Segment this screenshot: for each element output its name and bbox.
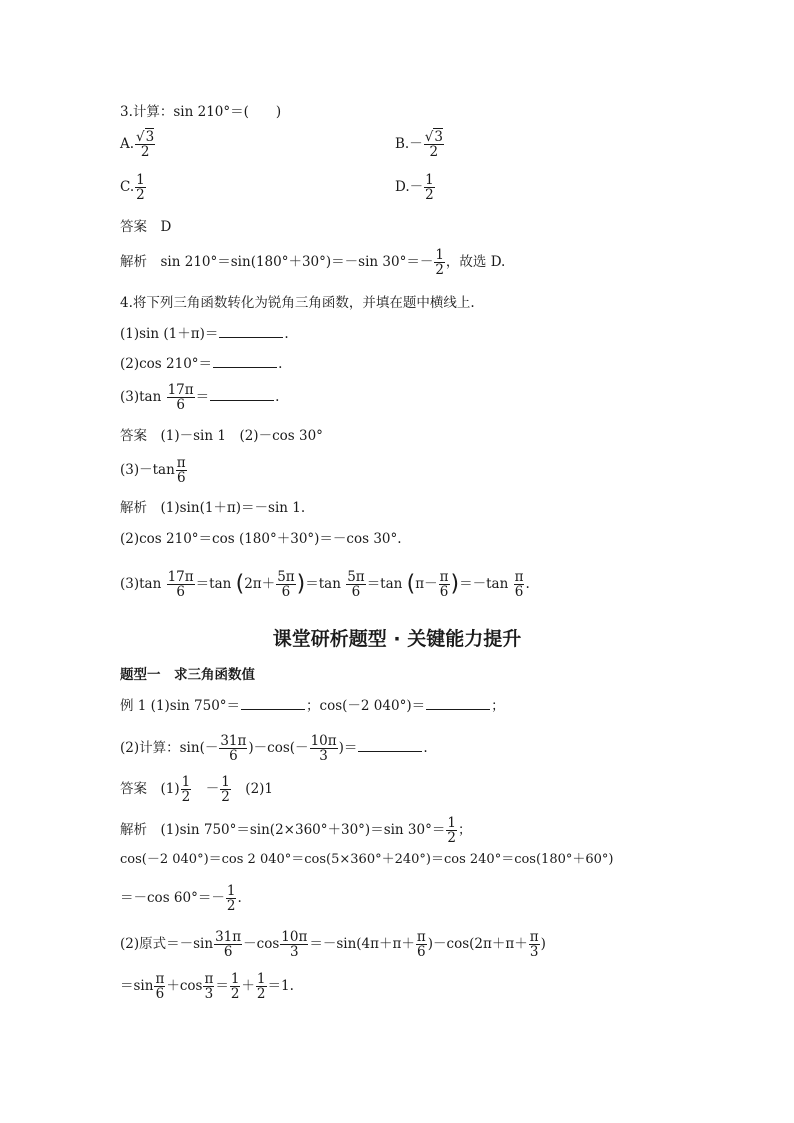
q3-option-a: A. $\frac{√3}{2}$: [120, 129, 155, 160]
answer-blank[interactable]: [213, 355, 277, 368]
q3-stem: 3.计算：sin 210°＝( ): [120, 104, 282, 120]
answer-blank[interactable]: [358, 739, 422, 752]
ex1-analysis-3: ＝－cos 60°＝－ $\frac{1}{2}$ .: [120, 883, 242, 914]
q4-analysis-2: (2)cos 210°＝cos (180°＋30°)＝－cos 30°.: [120, 531, 402, 547]
q4-part3: (3)tan $\frac{17\pi}{6}$ ＝ .: [120, 382, 280, 413]
q4-stem: 4.将下列三角函数转化为锐角三角函数，并填在题中横线上.: [120, 295, 475, 311]
ex1-part2: (2)计算：sin(－ $\frac{31\pi}{6}$ )－cos(－ $\frac{10\pi}{3}$ )＝ .: [120, 733, 428, 764]
ex1-analysis-4: (2)原式＝－sin $\frac{31\pi}{6}$ －cos $\frac{10\pi}{3}$ ＝－sin(4π＋π＋ $\frac{\pi}{6}$ )－cos(2π＋π＋ $\frac{\pi}{3}$ ): [120, 929, 546, 960]
q4-answer-line2: (3)－tan $\frac{\pi}{6}$: [120, 455, 186, 486]
ex1-analysis-2: cos(－2 040°)＝cos 2 040°＝cos(5×360°＋240°)＝cos 240°＝cos(180°＋60°): [120, 852, 614, 867]
answer-blank[interactable]: [210, 388, 274, 401]
answer-blank[interactable]: [219, 325, 283, 338]
q3-answer: 答案 D: [120, 219, 172, 235]
q4-analysis-1: 解析 (1)sin(1＋π)＝－sin 1.: [120, 500, 306, 516]
q4-part1: (1)sin (1＋π)＝ .: [120, 326, 289, 342]
q3-analysis: 解析 sin 210°＝sin(180°＋30°)＝－sin 30°＝－ $\frac{1}{2}$ ，故选 D.: [120, 247, 506, 278]
type1-title: 题型一 求三角函数值: [120, 667, 255, 683]
ex1-analysis-1: 解析 (1)sin 750°＝sin(2×360°＋30°)＝sin 30°＝ $\frac{1}{2}$ ；: [120, 815, 472, 846]
ex1-answer: 答案 (1) $\frac{1}{2}$ － $\frac{1}{2}$ (2)1: [120, 774, 274, 805]
q3-option-d: D.－ $\frac{1}{2}$: [395, 172, 434, 203]
q4-part2: (2)cos 210°＝ .: [120, 356, 283, 372]
answer-blank[interactable]: [241, 697, 305, 710]
ex1-part1: 例 1 (1)sin 750°＝ ；cos(－2 040°)＝ ；: [120, 698, 505, 714]
q3-option-b: B.－ $\frac{√3}{2}$: [395, 129, 443, 160]
answer-blank[interactable]: [426, 697, 490, 710]
q4-analysis-3: (3)tan $\frac{17\pi}{6}$ ＝tan (2π＋ $\frac{5\pi}{6}$ )＝tan $\frac{5\pi}{6}$ ＝tan (π－ $\frac{\pi}{6}$ )＝－tan $\frac{\pi}{6}$ .: [120, 569, 530, 600]
section-title: 课堂研析题型 · 关键能力提升: [272, 628, 522, 650]
q3-option-c: C. $\frac{1}{2}$: [120, 172, 145, 203]
q4-answer-line1: 答案 (1)－sin 1 (2)－cos 30°: [120, 428, 323, 444]
ex1-analysis-5: ＝sin $\frac{\pi}{6}$ ＋cos $\frac{\pi}{3}$ ＝ $\frac{1}{2}$ ＋ $\frac{1}{2}$ ＝1.: [120, 971, 294, 1002]
